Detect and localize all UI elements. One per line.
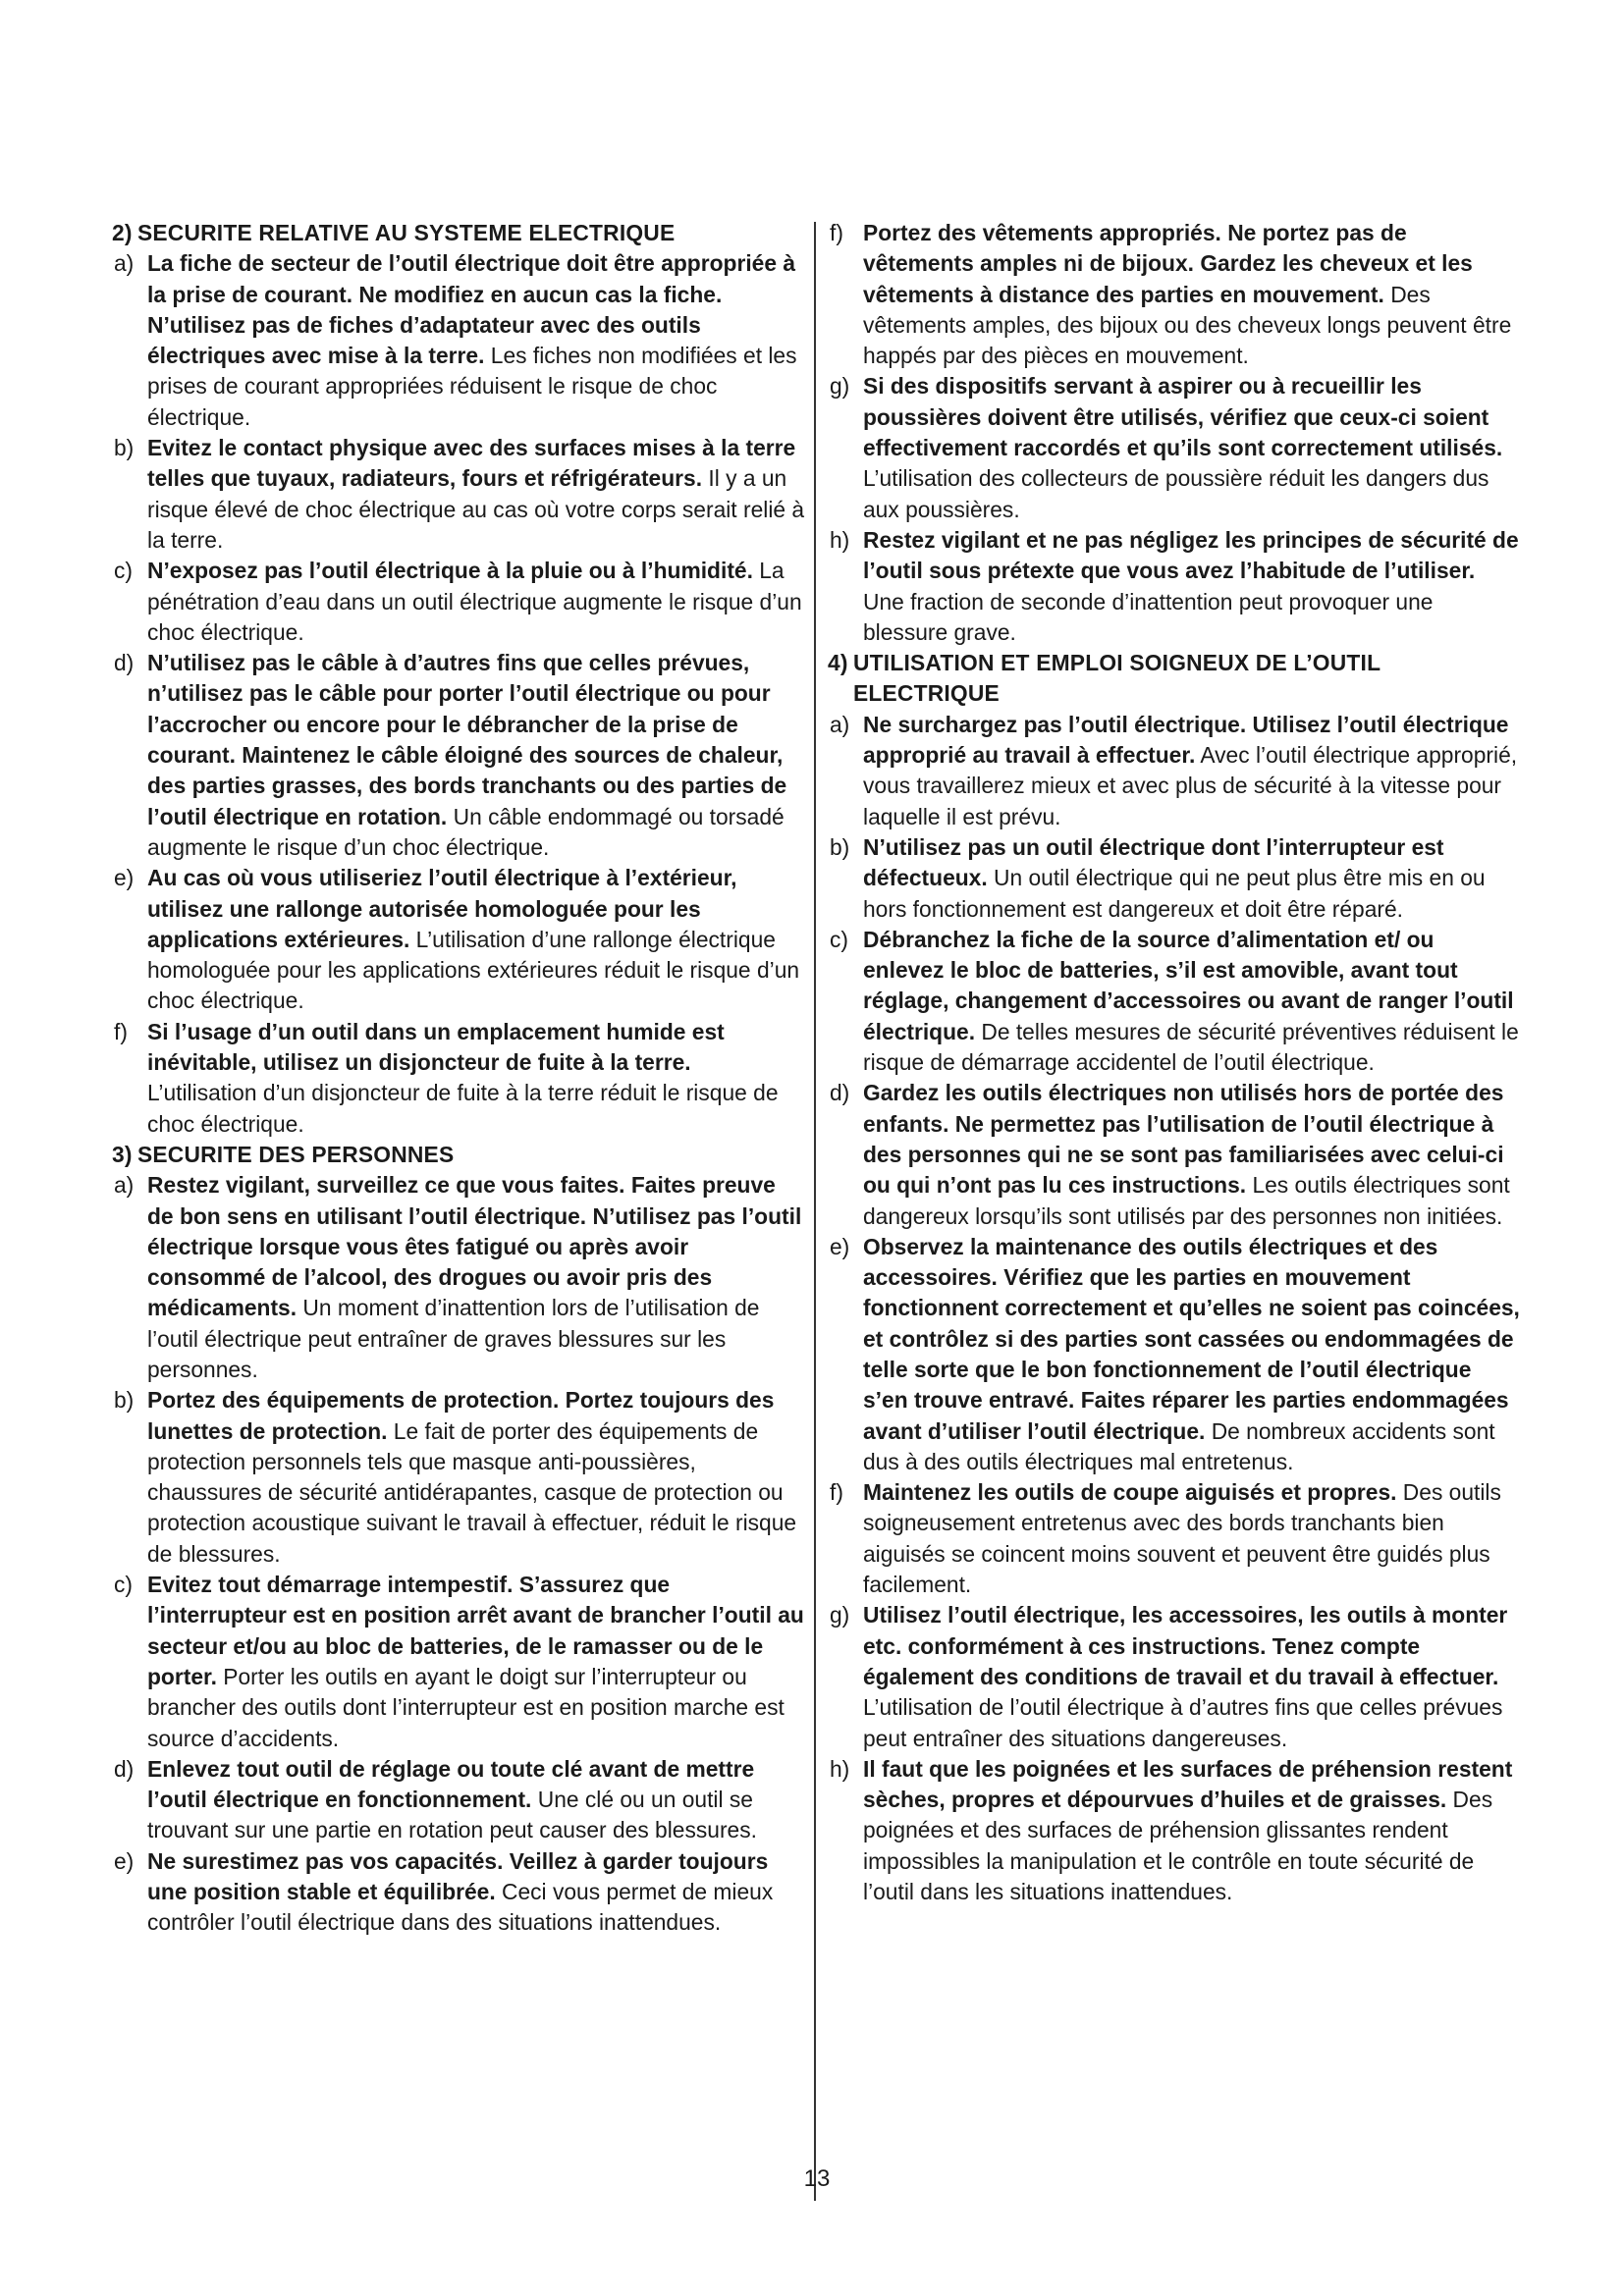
list-item: g) Utilisez l’outil électrique, les accessoires, les outils à monter etc. conformément à ces instructions. Tenez compte également des conditions de travail et du travail à effectuer. L’utilisation de l’outil électrique à d’autres fins que celles prévues peut entraîner des situations dangereuses. [830,1602,1508,1751]
list-item: f) Si l’usage d’un outil dans un emplacement humide est inévitable, utilisez un disjoncteur de fuite à la terre. L’utilisation d’un disjoncteur de fuite à la terre réduit le risque de choc électrique. [114,1018,779,1137]
list-item: d) N’utilisez pas le câble à d’autres fins que celles prévues, n’utilisez pas le câble pour porter l’outil électrique ou pour l’accrocher ou encore pour le débrancher de la prise de courant. Maintenez le câble éloigné des sources de chaleur, des parties grasses, des bords tranchants ou des parties de l’outil électrique en rotation. Un câble endommagé ou torsadé augmente le risque d’un choc électrique. [114,650,787,860]
right-column [828,218,1521,1907]
section-personal-safety [112,1140,805,1939]
list-item: f) Portez des vêtements appropriés. Ne portez pas de vêtements amples ni de bijoux. Gardez les cheveux et les vêtements à distance des parties en mouvement. Des vêtements amples, des bijoux ou des cheveux longs peuvent être happés par des pièces en mouvement. [830,220,1512,369]
list-item: g) Si des dispositifs servant à aspirer ou à recueillir les poussières doivent être utilisés, vérifiez que ceux-ci soient effectivement raccordés et qu’ils sont correctement utilisés. L’utilisation des collecteurs de poussière réduit les dangers dus aux poussières. [830,373,1503,522]
list-item: b) Portez des équipements de protection. Portez toujours des lunettes de protection. Le fait de porter des équipements de protection personnels tels que masque anti-poussières, chaussures de sécurité antidérapantes, casque de protection ou protection acoustique suivant le travail à effectuer, réduit le risque de blessures. [114,1387,797,1567]
column-divider [814,222,816,2201]
section-electrical-safety [112,218,805,1140]
list-item: d) Enlevez tout outil de réglage ou toute clé avant de mettre l’outil électrique en fonctionnement. Une clé ou un outil se trouvant sur une partie en rotation peut causer des blessures. [114,1755,757,1843]
section-personal-safety-continued [828,218,1521,648]
section-tool-use-and-care [828,648,1521,1907]
left-column [112,218,805,1939]
page-number: 13 [803,2165,831,2192]
list-item: b) N’utilisez pas un outil électrique dont l’interrupteur est défectueux. Un outil électrique qui ne peut plus être mis en ou hors fonctionnement est dangereux et doit être réparé. [830,833,1486,922]
list-item: b) Evitez le contact physique avec des surfaces mises à la terre telles que tuyaux, radiateurs, fours et réfrigérateurs. Il y a un risque élevé de choc électrique au cas où votre corps serait relié à la terre. [114,435,805,553]
list-item: c) Evitez tout démarrage intempestif. S’assurez que l’interrupteur est en position arrêt avant de brancher l’outil au secteur et/ou au bloc de batteries, de le ramasser ou de le porter. Porter les outils en ayant le doigt sur l’interrupteur ou brancher des outils dont l’interrupteur est en position marche est source d’accidents. [114,1572,804,1751]
list-item: c) Débranchez la fiche de la source d’alimentation et/ ou enlevez le bloc de batteries, s’il est amovible, avant tout réglage, changement d’accessoires ou avant de ranger l’outil électrique. De telles mesures de sécurité préventives réduisent le risque de démarrage accidentel de l’outil électrique. [830,926,1519,1076]
section-title: 3) SECURITE DES PERSONNES [112,1141,455,1167]
list-item: e) Ne surestimez pas vos capacités. Veillez à garder toujours une position stable et équilibrée. Ceci vous permet de mieux contrôler l’outil électrique dans des situations inattendues. [114,1847,774,1936]
list-item: h) Il faut que les poignées et les surfaces de préhension restent sèches, propres et dépourvues d’huiles et de graisses. Des poignées et des surfaces de préhension glissantes rendent impossibles la manipulation et le contrôle en toute sécurité de l’outil dans les situations inattendues. [830,1755,1513,1905]
list-item: d) Gardez les outils électriques non utilisés hors de portée des enfants. Ne permettez pas l’utilisation de l’outil électrique à des personnes qui ne se sont pas familiarisées avec celui-ci ou qui n’ont pas lu ces instructions. Les outils électriques sont dangereux lorsqu’ils sont utilisés par des personnes non initiées. [830,1080,1510,1229]
list-item: a) Ne surchargez pas l’outil électrique. Utilisez l’outil électrique approprié au travail à effectuer. Avec l’outil électrique approprié, vous travaillerez mieux et avec plus de sécurité à la vitesse pour laquelle il est prévu. [830,711,1518,829]
list-item: e) Au cas où vous utiliseriez l’outil électrique à l’extérieur, utilisez une rallonge autorisée homologuée pour les applications extérieures. L’utilisation d’une rallonge électrique homologuée pour les applications extérieures réduit le risque d’un choc électrique. [114,865,800,1014]
list-item: c) N’exposez pas l’outil électrique à la pluie ou à l’humidité. La pénétration d’eau dans un outil électrique augmente le risque d’un choc électrique. [114,558,802,645]
list-item: f) Maintenez les outils de coupe aiguisés et propres. Des outils soigneusement entretenus avec des bords tranchants bien aiguisés se coincent moins souvent et peuvent être guidés plus facilement. [830,1479,1501,1598]
section-title: 4) UTILISATION ET EMPLOI SOIGNEUX DE L’OUTIL ELECTRIQUE [828,650,1380,707]
section-title: 2) SECURITE RELATIVE AU SYSTEME ELECTRIQUE [112,220,676,245]
list-item: a) Restez vigilant, surveillez ce que vous faites. Faites preuve de bon sens en utilisant l’outil électrique. N’utilisez pas l’outil électrique lorsque vous êtes fatigué ou après avoir consommé de l’alcool, des drogues ou avoir pris des médicaments. Un moment d’inattention lors de l’utilisation de l’outil électrique peut entraîner de graves blessures sur les personnes. [114,1172,802,1382]
list-item: e) Observez la maintenance des outils électriques et des accessoires. Vérifiez que les parties en mouvement fonctionnent correctement et qu’elles ne soient pas coincées, et contrôlez si des parties sont cassées ou endommagées de telle sorte que le bon fonctionnement de l’outil électrique s’en trouve entravé. Faites réparer les parties endommagées avant d’utiliser l’outil électrique. De nombreux accidents sont dus à des outils électriques mal entretenus. [830,1233,1520,1474]
list-item: a) La fiche de secteur de l’outil électrique doit être appropriée à la prise de courant. Ne modifiez en aucun cas la fiche. N’utilisez pas de fiches d’adaptateur avec des outils électriques avec mise à la terre. Les fiches non modifiées et les prises de courant appropriées réduisent le risque de choc électrique. [114,250,797,430]
list-item: h) Restez vigilant et ne pas négligez les principes de sécurité de l’outil sous prétexte que vous avez l’habitude de l’utiliser. Une fraction de seconde d’inattention peut provoquer une blessure grave. [830,526,1519,645]
